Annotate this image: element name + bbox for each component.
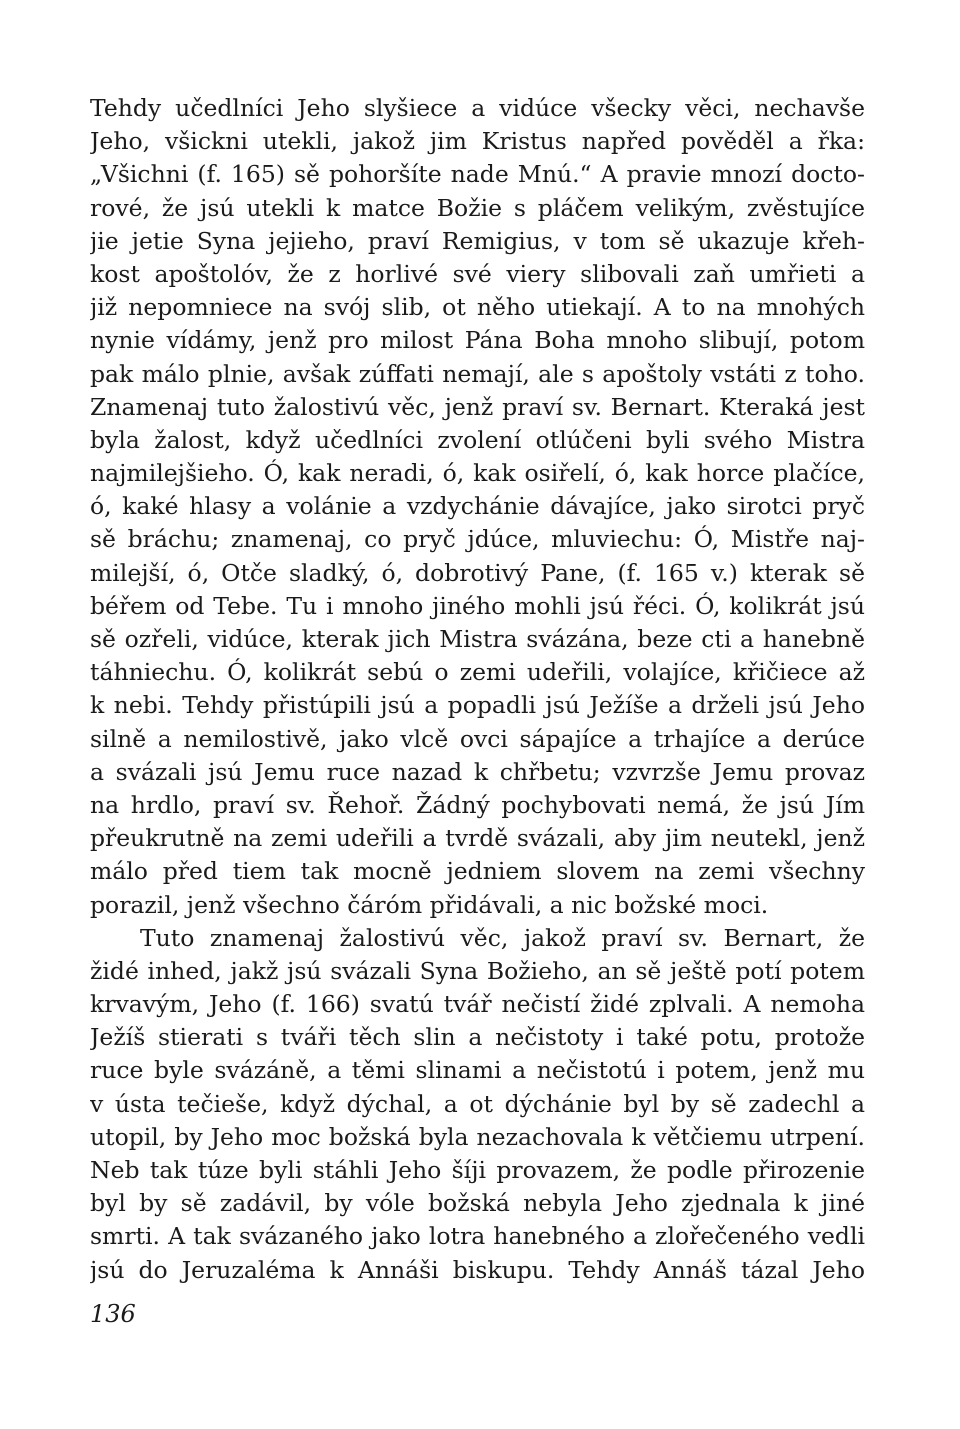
text-line: porazil, jenž všechno čáróm přidávali, a nic božské moci. — [90, 890, 769, 919]
text-line: a svázali jsú Jemu ruce nazad k chřbetu; vzvrzše Jemu provaz — [90, 757, 865, 786]
text-line: na hrdlo, praví sv. Řehoř. Žádný pochybovati nemá, že jsú Jím — [90, 790, 865, 819]
page-number: 136 — [90, 1300, 136, 1328]
text-line: židé inhed, jakž jsú svázali Syna Božieho, an sě ještě potí potem — [90, 956, 865, 985]
text-line: ruce byle svázáně, a těmi slinami a nečistotú i potem, jenž mu — [90, 1056, 865, 1085]
text-line: nynie vídámy, jenž pro milost Pána Boha mnoho slibují, potom — [90, 326, 865, 355]
text-line: byl by sě zadávil, by vóle božská nebyla Jeho zjednala k jiné — [90, 1189, 865, 1218]
text-line: byla žalost, když učedlníci zvolení otlúčeni byli svého Mistra — [90, 425, 865, 454]
text-line: jsú do Jeruzaléma k Annáši biskupu. Tehdy Annáš tázal Jeho — [90, 1255, 865, 1284]
text-line: béřem od Tebe. Tu i mnoho jiného mohli jsú řéci. Ó, kolikrát jsú — [90, 591, 865, 620]
text-line: Znamenaj tuto žalostivú věc, jenž praví sv. Bernart. Kteraká jest — [90, 392, 865, 421]
text-line: pak málo plnie, avšak zúffati nemají, ale s apoštoly vstáti z toho. — [90, 359, 865, 388]
text-line: smrti. A tak svázaného jako lotra hanebného a zlořečeného vedli — [90, 1222, 865, 1251]
text-line: ó, kaké hlasy a volánie a vzdychánie dávajíce, jako sirotci pryč — [90, 492, 865, 521]
text-line: Tehdy učedlníci Jeho slyšiece a vidúce všecky věci, nechavše — [90, 94, 865, 122]
text-line: Ježíš stierati s tváři těch slin a nečistoty i také potu, protože — [90, 1023, 865, 1052]
text-line: najmilejšieho. Ó, kak neradi, ó, kak osiřelí, ó, kak horce plačíce, — [90, 459, 865, 488]
text-line: silně a nemilostivě, jako vlcě ovci sápajíce a trhajíce a derúce — [90, 724, 865, 753]
text-line: Tuto znamenaj žalostivú věc, jakož praví sv. Bernart, že — [140, 923, 865, 952]
text-line: krvavým, Jeho (f. 166) svatú tvář nečistí židé zplvali. A nemoha — [90, 990, 865, 1019]
text-line: Jeho, všickni utekli, jakož jim Kristus napřed pověděl a řka: — [90, 127, 865, 156]
body-text — [90, 92, 865, 1287]
text-line: milejší, ó, Otče sladký, ó, dobrotivý Pane, (f. 165 v.) kterak sě — [90, 558, 865, 587]
text-line: jie jetie Syna jejieho, praví Remigius, v tom sě ukazuje křeh- — [90, 226, 865, 255]
text-line: utopil, by Jeho moc božská byla nezachovala k větčiemu utrpení. — [90, 1122, 865, 1151]
text-line: k nebi. Tehdy přistúpili jsú a popadli jsú Ježíše a drželi jsú Jeho — [90, 691, 865, 720]
text-line: kost apoštolóv, že z horlivé své viery slibovali zaň umřieti a — [90, 259, 865, 288]
text-line: málo před tiem tak mocně jedniem slovem na zemi všechny — [90, 857, 865, 886]
text-line: sě ozřeli, vidúce, kterak jich Mistra svázána, beze cti a hanebně — [90, 625, 865, 653]
text-line: „Všichni (f. 165) sě pohoršíte nade Mnú.“ A pravie mnozí docto- — [90, 160, 865, 189]
text-line: Neb tak túze byli stáhli Jeho šíji provazem, že podle přirozenie — [90, 1156, 865, 1184]
text-line: přeukrutně na zemi udeřili a tvrdě svázali, aby jim neutekl, jenž — [90, 824, 865, 853]
text-line: již nepomniece na svój slib, ot něho utiekají. A to na mnohých — [90, 293, 865, 322]
text-line: táhniechu. Ó, kolikrát sebú o zemi udeřili, volajíce, křičiece až — [90, 658, 865, 687]
text-line: sě bráchu; znamenaj, co pryč jdúce, mluviechu: Ó, Mistře naj- — [90, 525, 865, 554]
text-line: v ústa tečieše, když dýchal, a ot dýchánie byl by sě zadechl a — [90, 1089, 865, 1118]
text-line: rové, že jsú utekli k matce Božie s pláčem velikým, zvěstujíce — [90, 193, 865, 222]
